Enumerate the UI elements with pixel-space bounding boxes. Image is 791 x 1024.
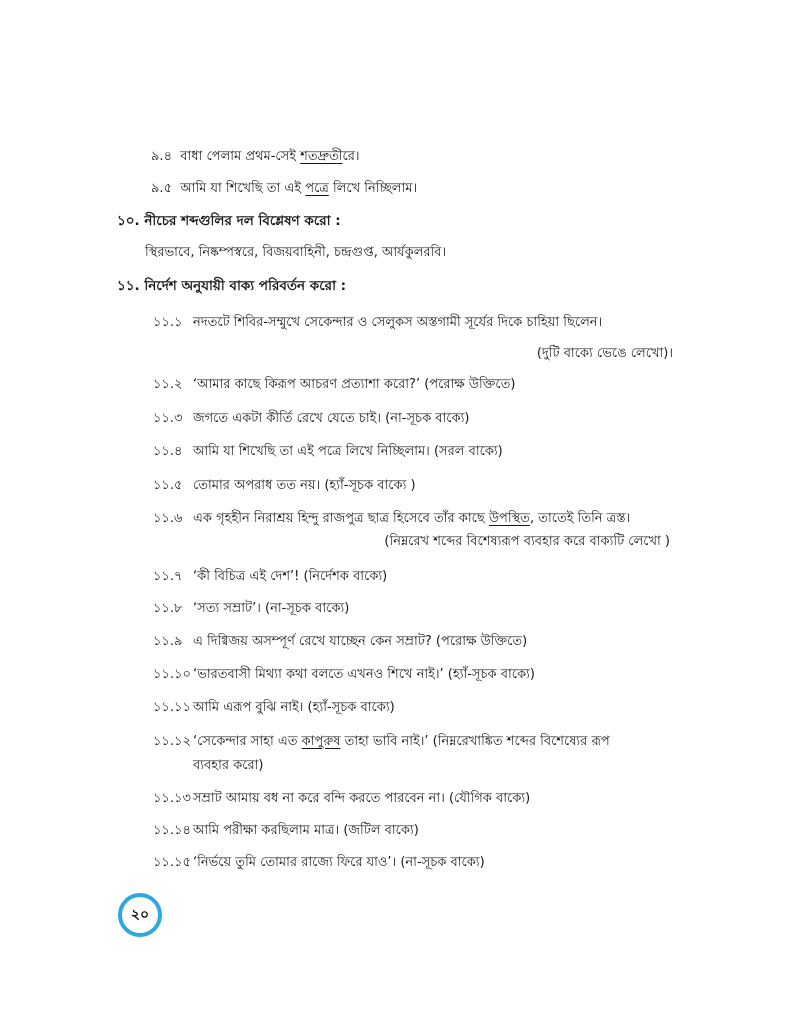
underlined-word: পত্রে bbox=[305, 181, 329, 196]
q11-heading: ১১. নির্দেশ অনুযায়ী বাক্য পরিবর্তন করো : bbox=[117, 278, 347, 294]
q11-item-1-note: (দুটি বাক্যে ভেঙে লেখো)। bbox=[536, 346, 673, 361]
q11-item-4 bbox=[153, 443, 503, 461]
underlined-word: উপস্থিত bbox=[488, 511, 530, 526]
item-text: আমি পরীক্ষা করছিলাম মাত্র। (জটিল বাক্যে) bbox=[193, 823, 419, 838]
item-number: ৯.৫ bbox=[151, 181, 173, 196]
q10-heading: ১০. নীচের শব্দগুলির দল বিশ্লেষণ করো : bbox=[117, 213, 341, 229]
item-text: ‘আমার কাছে কিরূপ আচরণ প্রত্যাশা করো?’ (পরোক্ষ উক্তিতে) bbox=[193, 377, 516, 392]
item-text-end: তাহা ভাবি নাই।’ (নিম্নরেখাঙ্কিত শব্দের বিশেষ্যের রূপ bbox=[340, 734, 610, 749]
q11-item-3 bbox=[153, 410, 469, 428]
item-text: জগতে একটা কীর্তি রেখে যেতে চাই। (না-সূচক বাক্যে) bbox=[193, 411, 470, 426]
q11-item-12-cont: ব্যবহার করো) bbox=[193, 758, 264, 773]
item-text: ‘সত্য সম্রাট’। (না-সূচক বাক্যে) bbox=[193, 601, 350, 616]
item-text: আমি যা শিখেছি তা এই bbox=[180, 181, 306, 196]
item-number: ১১.১৪ bbox=[153, 823, 191, 838]
item-number: ১১.১০ bbox=[153, 667, 191, 682]
item-text-end: লিখে নিচ্ছিলাম। bbox=[328, 181, 418, 196]
item-text: তোমার অপরাধ তত নয়। (হ্যাঁ-সূচক বাক্যে ) bbox=[193, 478, 416, 493]
q11-item-12 bbox=[153, 733, 610, 751]
item-text: ‘ভারতবাসী মিথ্যা কথা বলতে এখনও শিখে নাই।’ (হ্যাঁ-সূচক বাক্যে) bbox=[193, 667, 535, 682]
item-number: ১১.১ bbox=[153, 315, 183, 330]
item-text: ‘কী বিচিত্র এই দেশ’! (নির্দেশক বাক্যে) bbox=[193, 569, 388, 584]
item-number: ১১.১১ bbox=[153, 700, 191, 715]
item-text: এক গৃহহীন নিরাশ্রয় হিন্দু রাজপুত্র ছাত্র হিসেবে তাঁর কাছে bbox=[193, 511, 489, 526]
q11-item-5 bbox=[153, 477, 416, 495]
item-text: নদতটে শিবির-সম্মুখে সেকেন্দার ও সেলুকস অস্তগামী সূর্যের দিকে চাহিয়া ছিলেন। bbox=[193, 315, 603, 330]
item-number: ১১.৯ bbox=[153, 634, 183, 649]
q11-item-6-note: (নিম্নরেখ শব্দের বিশেষ্যরূপ ব্যবহার করে বাক্যটি লেখো ) bbox=[384, 534, 670, 549]
q11-item-9 bbox=[153, 633, 527, 651]
item-number: ১১.৬ bbox=[153, 511, 183, 526]
item-text: বাধা পেলাম প্রথম-সেই bbox=[180, 149, 301, 164]
q11-item-8 bbox=[153, 600, 349, 618]
item-text: সম্রাট আমায় বধ না করে বন্দি করতে পারবেন না। (যৌগিক বাক্যে) bbox=[193, 791, 531, 806]
q9-item-4 bbox=[151, 148, 360, 166]
q11-item-6 bbox=[153, 510, 630, 528]
item-number: ১১.২ bbox=[153, 377, 183, 392]
page-number: ২০ bbox=[130, 907, 150, 923]
item-number: ১১.৫ bbox=[153, 478, 183, 493]
item-text-end: , তাতেই তিনি ত্রস্ত। bbox=[529, 511, 631, 526]
underlined-word: কাপুরুষ bbox=[301, 734, 341, 749]
q10-words: স্থিরভাবে, নিষ্কম্পস্বরে, বিজয়বাহিনী, চন্দ্রগুপ্ত, আর্যকুলরবি। bbox=[145, 245, 447, 260]
q11-item-14 bbox=[153, 822, 419, 840]
item-number: ১১.৪ bbox=[153, 444, 183, 459]
item-number: ১১.৭ bbox=[153, 569, 183, 584]
q11-item-13 bbox=[153, 790, 530, 808]
q11-item-1 bbox=[153, 314, 602, 332]
item-number: ১১.১৫ bbox=[153, 855, 191, 870]
item-number: ১১.৩ bbox=[153, 411, 183, 426]
q11-item-10 bbox=[153, 666, 535, 684]
item-text: আমি এরূপ বুঝি নাই। (হ্যাঁ-সূচক বাক্যে) bbox=[193, 700, 395, 715]
q11-item-7 bbox=[153, 568, 387, 586]
item-text: আমি যা শিখেছি তা এই পত্রে লিখে নিচ্ছিলাম। (সরল বাক্যে) bbox=[193, 444, 503, 459]
q11-item-15 bbox=[153, 854, 485, 872]
item-text: ‘সেকেন্দার সাহা এত bbox=[193, 734, 302, 749]
underlined-word: শতদ্রুতী bbox=[300, 149, 343, 164]
q11-item-11 bbox=[153, 699, 395, 717]
q9-item-5 bbox=[151, 180, 417, 198]
item-number: ১১.১৩ bbox=[153, 791, 191, 806]
q11-item-2 bbox=[153, 376, 515, 394]
item-number: ১১.৮ bbox=[153, 601, 183, 616]
page-number-badge bbox=[118, 893, 162, 937]
item-text-end: রে। bbox=[342, 149, 360, 164]
item-text: ‘নির্ভয়ে তুমি তোমার রাজ্যে ফিরে যাও’। (না-সূচক বাক্যে) bbox=[193, 855, 485, 870]
item-number: ১১.১২ bbox=[153, 734, 191, 749]
item-number: ৯.৪ bbox=[151, 149, 173, 164]
item-text: এ দিগ্বিজয় অসম্পূর্ণ রেখে যাচ্ছেন কেন সম্রাট? (পরোক্ষ উক্তিতে) bbox=[193, 634, 528, 649]
